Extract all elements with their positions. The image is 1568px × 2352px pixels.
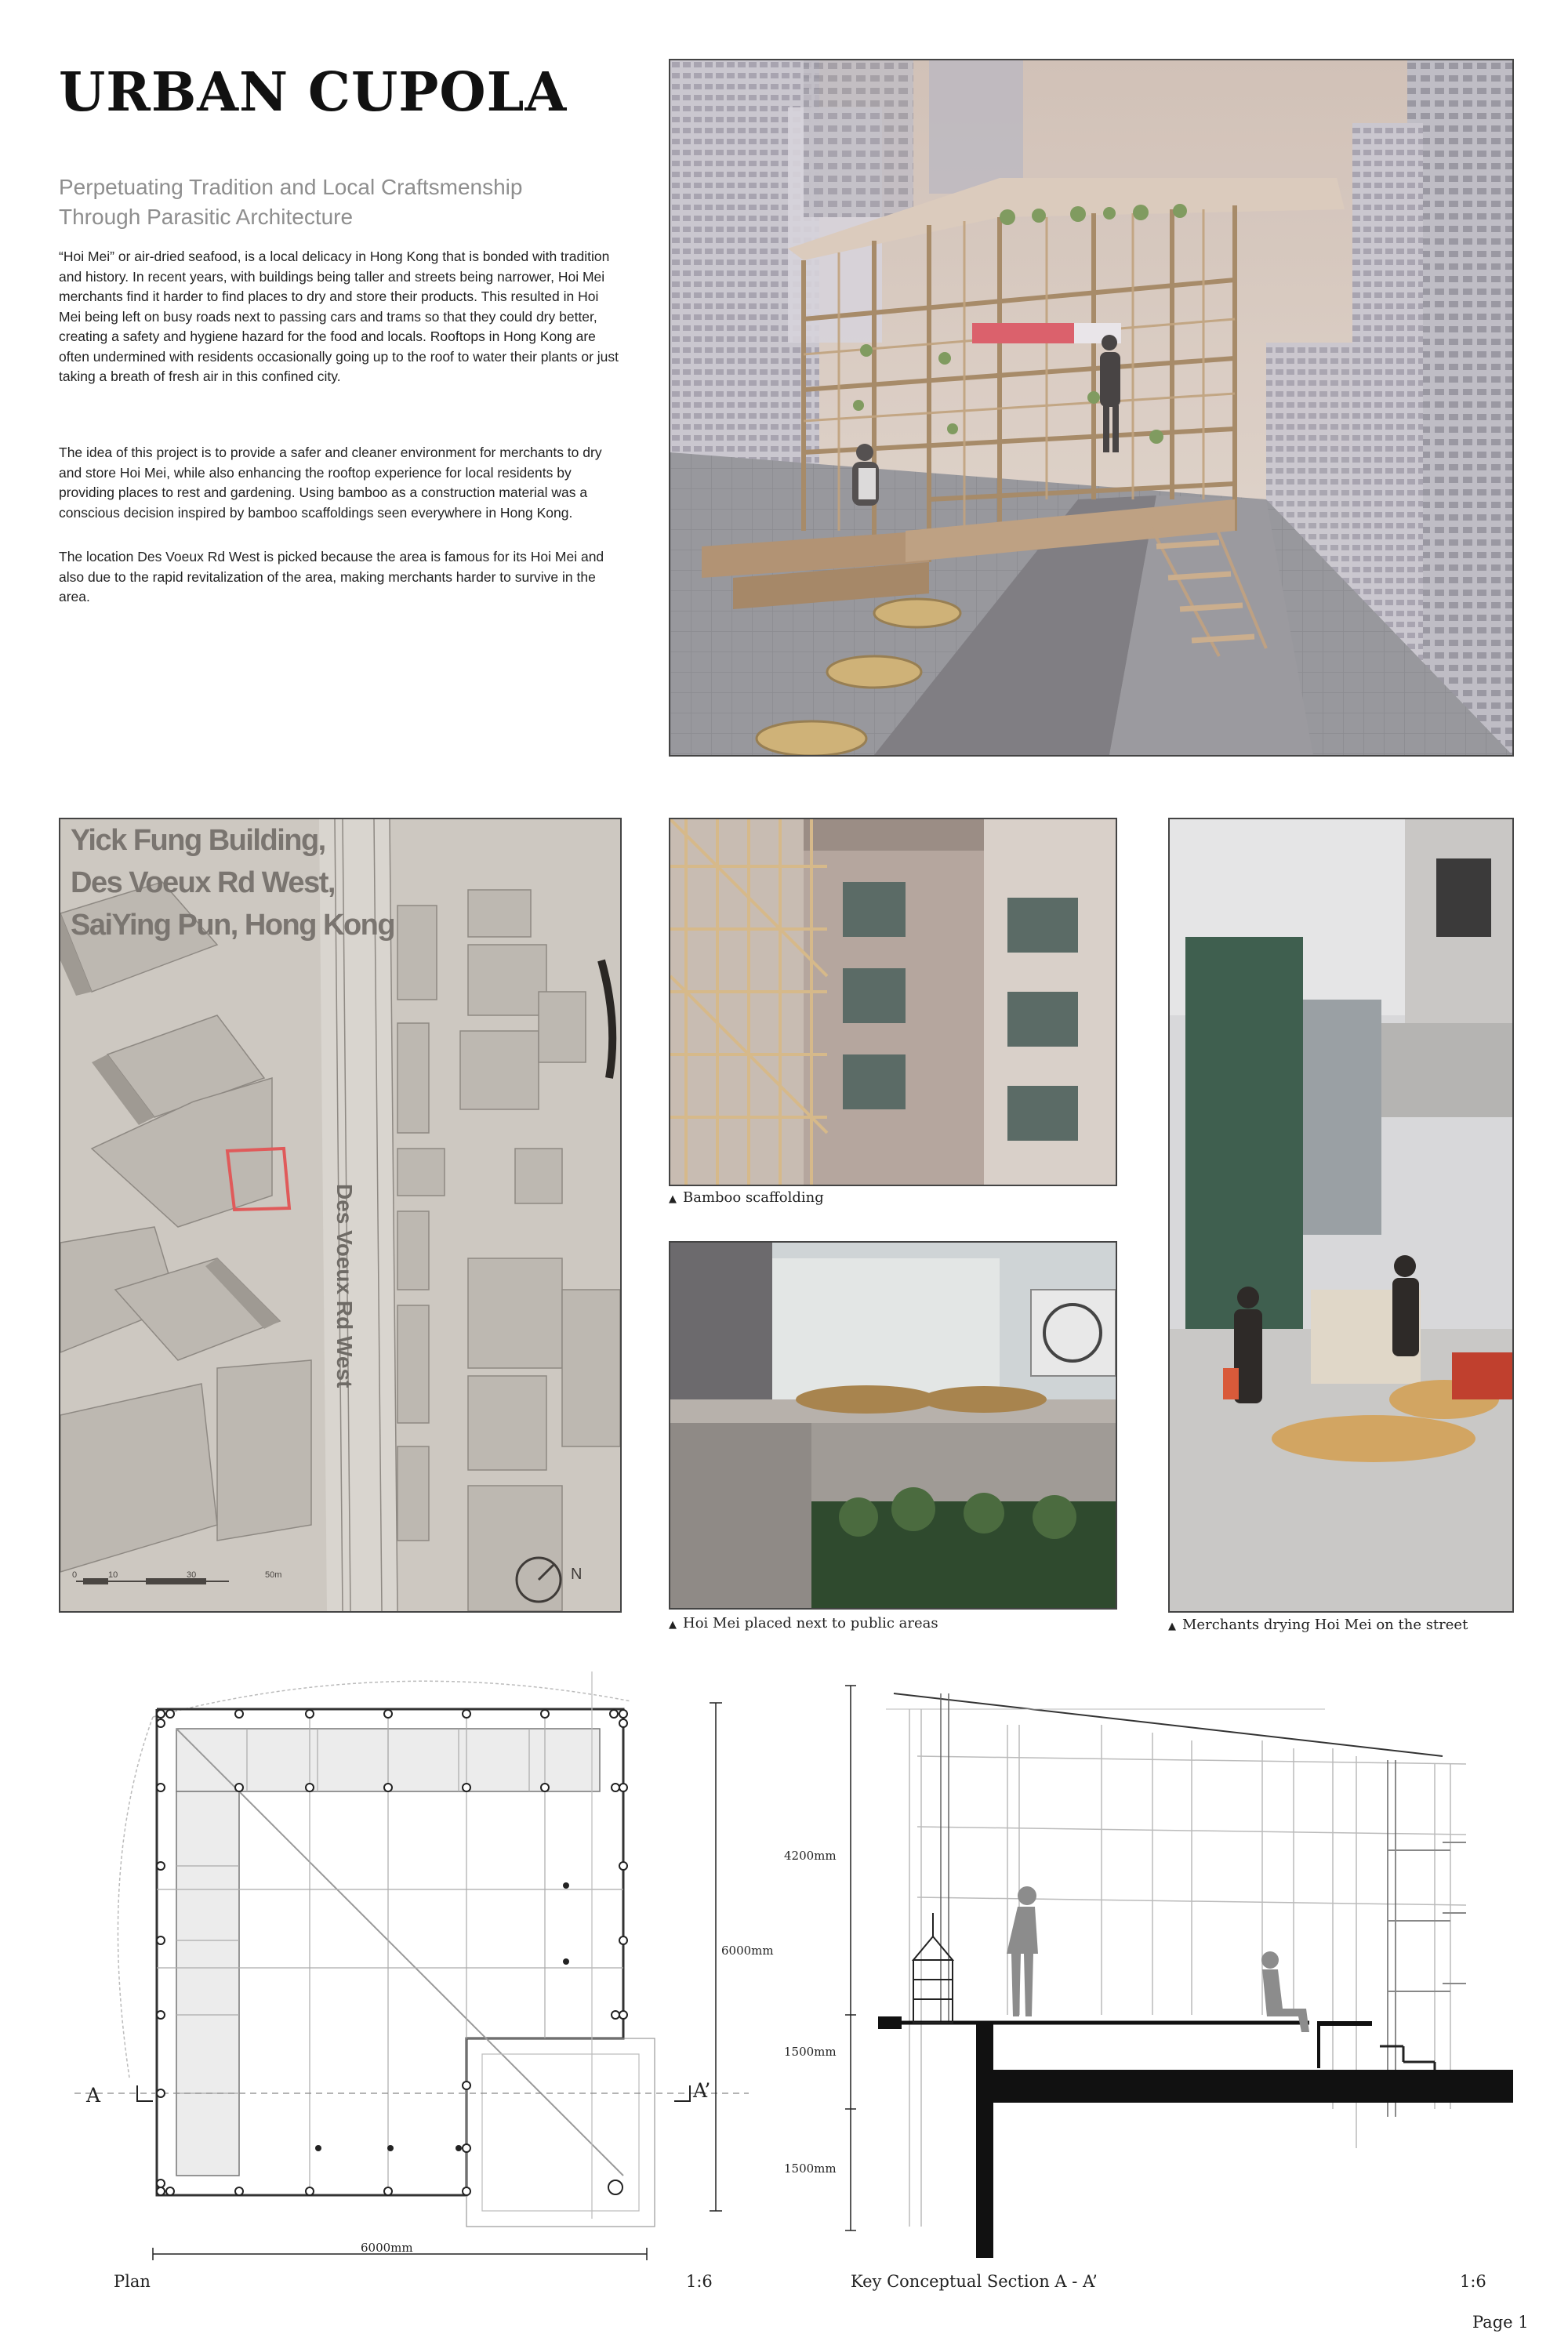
plan-scale: 1:6	[686, 2272, 713, 2291]
scale-label: 50m	[265, 1570, 282, 1580]
page-number: Page 1	[1472, 2313, 1529, 2332]
triangle-up-icon: ▲	[669, 1619, 677, 1631]
paragraph-idea: The idea of this project is to provide a safer and cleaner environment for merchants to dry and store Hoi Mei, while also enhancing the rooftop experience for local residents by providing places to rest and gardening. Using bamboo as a construction material was a conscious decision inspired by bamboo scaffoldings seen everywhere in Hong Kong.	[59, 445, 602, 521]
section-marker-right: A’	[693, 2079, 711, 2102]
paragraph-intro: “Hoi Mei” or air-dried seafood, is a local delicacy in Hong Kong that is bonded with tradition and history. In recent years, with buildings being taller and streets being narrower, Hoi Mei merchants find it harder to find places to dry and store their products. This resulted in Hoi Mei being left on busy roads next to passing cars and trams so that they could dry better, creating a safety and hygiene hazard for the food and locals. Rooftops in Hong Kong are often undermined with residents occasionally going up to the roof to water their plants or just taking a breath of fresh air in this confined city.	[59, 249, 619, 384]
paragraph-location: The location Des Voeux Rd West is picked because the area is famous for its Hoi Mei and also due to the rapid revitalization of the area, making merchants harder to survive in the area.	[59, 549, 604, 604]
photo-bamboo-scaffolding-image	[670, 819, 1116, 1185]
hero-rendering	[669, 59, 1514, 757]
north-label: N	[571, 1566, 583, 1583]
triangle-up-icon: ▲	[1168, 1621, 1176, 1632]
caption-bamboo-scaffolding	[669, 1189, 824, 1206]
page-title: URBAN CUPOLA	[59, 61, 568, 124]
section-drawing	[839, 1678, 1513, 2258]
plan-label: Plan	[114, 2272, 151, 2291]
map-title	[71, 819, 510, 946]
road-label: Des Voeux Rd West	[332, 1184, 357, 1388]
section-dim-middle: 1500mm	[784, 2045, 837, 2059]
subtitle: Perpetuating Tradition and Local Craftsmenship Through Parasitic Architecture	[59, 175, 523, 229]
triangle-up-icon: ▲	[669, 1193, 677, 1205]
caption-text: Bamboo scaffolding	[683, 1189, 824, 1206]
map-title-line: SaiYing Pun, Hong Kong	[71, 909, 395, 942]
caption-text: Hoi Mei placed next to public areas	[683, 1615, 938, 1632]
photo-merchants-drying	[1168, 818, 1514, 1613]
caption-text: Merchants drying Hoi Mei on the street	[1182, 1617, 1468, 1633]
section-dim-lower: 1500mm	[784, 2161, 837, 2176]
map-title-line: Yick Fung Building,	[71, 824, 325, 857]
caption-merchants-drying	[1168, 1617, 1468, 1633]
section-scale: 1:6	[1460, 2272, 1486, 2291]
plan-dim-vertical: 6000mm	[721, 1944, 774, 1958]
rooftop-pavilion-illustration	[670, 60, 1512, 755]
plan-drawing	[74, 1670, 749, 2266]
section-marker-left: A	[86, 2084, 101, 2107]
map-title-line: Des Voeux Rd West,	[71, 866, 335, 899]
scale-label: 30	[187, 1570, 197, 1580]
photo-hoi-mei-public-image	[670, 1243, 1116, 1608]
photo-bamboo-scaffolding	[669, 818, 1117, 1186]
scale-label: 0	[72, 1570, 78, 1580]
caption-hoi-mei-public	[669, 1615, 938, 1632]
photo-hoi-mei-public	[669, 1241, 1117, 1610]
photo-merchants-drying-image	[1170, 819, 1512, 1611]
plan-dim-horizontal: 6000mm	[361, 2241, 413, 2255]
scale-label: 10	[108, 1570, 118, 1580]
section-dim-upper: 4200mm	[784, 1849, 837, 1863]
section-label: Key Conceptual Section A - A’	[851, 2272, 1098, 2291]
